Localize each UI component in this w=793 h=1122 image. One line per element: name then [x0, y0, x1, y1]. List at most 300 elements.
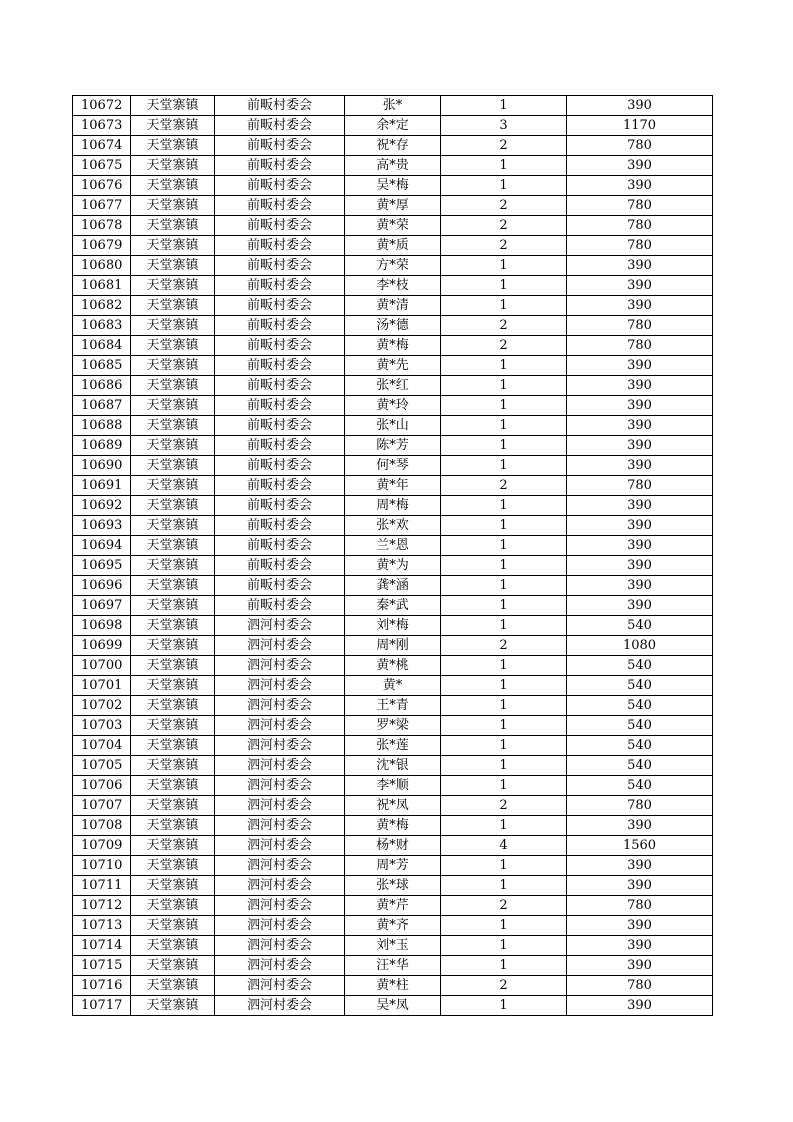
name-cell: 周*芳	[345, 856, 441, 876]
town-cell: 天堂寨镇	[131, 996, 215, 1016]
serial-number-cell: 10686	[73, 376, 131, 396]
table-row	[73, 656, 713, 676]
village-cell: 前畈村委会	[215, 536, 345, 556]
name-cell: 张*山	[345, 416, 441, 436]
people-count-cell: 1	[441, 876, 567, 896]
people-count-cell: 1	[441, 256, 567, 276]
table-row	[73, 296, 713, 316]
amount-cell: 390	[567, 356, 713, 376]
village-cell: 前畈村委会	[215, 276, 345, 296]
amount-cell: 390	[567, 436, 713, 456]
village-cell: 前畈村委会	[215, 216, 345, 236]
amount-cell: 1170	[567, 116, 713, 136]
name-cell: 汪*华	[345, 956, 441, 976]
name-cell: 黄*荣	[345, 216, 441, 236]
table-row	[73, 516, 713, 536]
serial-number-cell: 10693	[73, 516, 131, 536]
people-count-cell: 2	[441, 476, 567, 496]
village-cell: 前畈村委会	[215, 296, 345, 316]
name-cell: 秦*武	[345, 596, 441, 616]
name-cell: 张*球	[345, 876, 441, 896]
amount-cell: 780	[567, 316, 713, 336]
table-row	[73, 876, 713, 896]
serial-number-cell: 10712	[73, 896, 131, 916]
town-cell: 天堂寨镇	[131, 976, 215, 996]
table-row	[73, 416, 713, 436]
serial-number-cell: 10703	[73, 716, 131, 736]
table-row	[73, 736, 713, 756]
town-cell: 天堂寨镇	[131, 356, 215, 376]
amount-cell: 540	[567, 776, 713, 796]
town-cell: 天堂寨镇	[131, 696, 215, 716]
serial-number-cell: 10692	[73, 496, 131, 516]
serial-number-cell: 10683	[73, 316, 131, 336]
amount-cell: 390	[567, 256, 713, 276]
amount-cell: 780	[567, 216, 713, 236]
people-count-cell: 2	[441, 336, 567, 356]
serial-number-cell: 10677	[73, 196, 131, 216]
name-cell: 龚*涵	[345, 576, 441, 596]
subsidy-table	[72, 95, 713, 1016]
town-cell: 天堂寨镇	[131, 556, 215, 576]
amount-cell: 1560	[567, 836, 713, 856]
name-cell: 黄*质	[345, 236, 441, 256]
town-cell: 天堂寨镇	[131, 636, 215, 656]
name-cell: 黄*厚	[345, 196, 441, 216]
serial-number-cell: 10679	[73, 236, 131, 256]
people-count-cell: 1	[441, 536, 567, 556]
village-cell: 泗河村委会	[215, 616, 345, 636]
name-cell: 黄*清	[345, 296, 441, 316]
amount-cell: 390	[567, 416, 713, 436]
table-row	[73, 256, 713, 276]
serial-number-cell: 10707	[73, 796, 131, 816]
town-cell: 天堂寨镇	[131, 856, 215, 876]
people-count-cell: 1	[441, 956, 567, 976]
amount-cell: 780	[567, 796, 713, 816]
town-cell: 天堂寨镇	[131, 296, 215, 316]
town-cell: 天堂寨镇	[131, 536, 215, 556]
serial-number-cell: 10705	[73, 756, 131, 776]
name-cell: 高*贵	[345, 156, 441, 176]
name-cell: 罗*梁	[345, 716, 441, 736]
name-cell: 黄*	[345, 676, 441, 696]
town-cell: 天堂寨镇	[131, 316, 215, 336]
amount-cell: 390	[567, 536, 713, 556]
name-cell: 周*刚	[345, 636, 441, 656]
amount-cell: 390	[567, 456, 713, 476]
town-cell: 天堂寨镇	[131, 176, 215, 196]
village-cell: 泗河村委会	[215, 796, 345, 816]
table-row	[73, 356, 713, 376]
table-row	[73, 376, 713, 396]
people-count-cell: 1	[441, 356, 567, 376]
amount-cell: 780	[567, 896, 713, 916]
amount-cell: 780	[567, 136, 713, 156]
town-cell: 天堂寨镇	[131, 716, 215, 736]
serial-number-cell: 10698	[73, 616, 131, 636]
amount-cell: 540	[567, 616, 713, 636]
table-row	[73, 116, 713, 136]
village-cell: 前畈村委会	[215, 496, 345, 516]
amount-cell: 390	[567, 396, 713, 416]
village-cell: 前畈村委会	[215, 96, 345, 116]
serial-number-cell: 10678	[73, 216, 131, 236]
town-cell: 天堂寨镇	[131, 876, 215, 896]
name-cell: 张*欢	[345, 516, 441, 536]
name-cell: 黄*先	[345, 356, 441, 376]
village-cell: 泗河村委会	[215, 716, 345, 736]
town-cell: 天堂寨镇	[131, 396, 215, 416]
table-row	[73, 916, 713, 936]
village-cell: 泗河村委会	[215, 936, 345, 956]
people-count-cell: 1	[441, 616, 567, 636]
serial-number-cell: 10684	[73, 336, 131, 356]
town-cell: 天堂寨镇	[131, 656, 215, 676]
people-count-cell: 1	[441, 496, 567, 516]
amount-cell: 1080	[567, 636, 713, 656]
village-cell: 前畈村委会	[215, 236, 345, 256]
town-cell: 天堂寨镇	[131, 616, 215, 636]
name-cell: 何*琴	[345, 456, 441, 476]
people-count-cell: 2	[441, 136, 567, 156]
serial-number-cell: 10715	[73, 956, 131, 976]
name-cell: 张*	[345, 96, 441, 116]
table-row	[73, 836, 713, 856]
town-cell: 天堂寨镇	[131, 96, 215, 116]
people-count-cell: 1	[441, 436, 567, 456]
serial-number-cell: 10706	[73, 776, 131, 796]
name-cell: 杨*财	[345, 836, 441, 856]
village-cell: 泗河村委会	[215, 656, 345, 676]
name-cell: 吴*凤	[345, 996, 441, 1016]
town-cell: 天堂寨镇	[131, 276, 215, 296]
table-row	[73, 816, 713, 836]
table-row	[73, 756, 713, 776]
people-count-cell: 4	[441, 836, 567, 856]
people-count-cell: 1	[441, 856, 567, 876]
village-cell: 泗河村委会	[215, 756, 345, 776]
town-cell: 天堂寨镇	[131, 376, 215, 396]
table-row	[73, 716, 713, 736]
town-cell: 天堂寨镇	[131, 776, 215, 796]
village-cell: 泗河村委会	[215, 876, 345, 896]
amount-cell: 390	[567, 876, 713, 896]
village-cell: 泗河村委会	[215, 736, 345, 756]
amount-cell: 540	[567, 736, 713, 756]
people-count-cell: 1	[441, 296, 567, 316]
name-cell: 黄*梅	[345, 336, 441, 356]
name-cell: 李*枝	[345, 276, 441, 296]
town-cell: 天堂寨镇	[131, 256, 215, 276]
amount-cell: 390	[567, 936, 713, 956]
people-count-cell: 1	[441, 696, 567, 716]
serial-number-cell: 10704	[73, 736, 131, 756]
table-row	[73, 676, 713, 696]
name-cell: 李*顺	[345, 776, 441, 796]
serial-number-cell: 10694	[73, 536, 131, 556]
village-cell: 前畈村委会	[215, 196, 345, 216]
serial-number-cell: 10681	[73, 276, 131, 296]
people-count-cell: 1	[441, 456, 567, 476]
serial-number-cell: 10717	[73, 996, 131, 1016]
table-row	[73, 896, 713, 916]
amount-cell: 540	[567, 656, 713, 676]
people-count-cell: 3	[441, 116, 567, 136]
people-count-cell: 1	[441, 756, 567, 776]
people-count-cell: 2	[441, 976, 567, 996]
people-count-cell: 1	[441, 596, 567, 616]
name-cell: 祝*存	[345, 136, 441, 156]
village-cell: 前畈村委会	[215, 116, 345, 136]
name-cell: 张*红	[345, 376, 441, 396]
table-row	[73, 596, 713, 616]
table-row	[73, 616, 713, 636]
amount-cell: 390	[567, 296, 713, 316]
table-row	[73, 396, 713, 416]
people-count-cell: 1	[441, 556, 567, 576]
table-row	[73, 336, 713, 356]
serial-number-cell: 10708	[73, 816, 131, 836]
people-count-cell: 1	[441, 916, 567, 936]
amount-cell: 540	[567, 696, 713, 716]
name-cell: 黄*柱	[345, 976, 441, 996]
village-cell: 前畈村委会	[215, 176, 345, 196]
amount-cell: 390	[567, 856, 713, 876]
village-cell: 前畈村委会	[215, 476, 345, 496]
table-row	[73, 536, 713, 556]
town-cell: 天堂寨镇	[131, 756, 215, 776]
people-count-cell: 2	[441, 216, 567, 236]
village-cell: 泗河村委会	[215, 976, 345, 996]
people-count-cell: 1	[441, 936, 567, 956]
people-count-cell: 2	[441, 236, 567, 256]
amount-cell: 540	[567, 756, 713, 776]
table-row	[73, 236, 713, 256]
town-cell: 天堂寨镇	[131, 736, 215, 756]
village-cell: 前畈村委会	[215, 376, 345, 396]
village-cell: 泗河村委会	[215, 676, 345, 696]
town-cell: 天堂寨镇	[131, 936, 215, 956]
amount-cell: 390	[567, 96, 713, 116]
table-row	[73, 576, 713, 596]
name-cell: 兰*恩	[345, 536, 441, 556]
village-cell: 前畈村委会	[215, 436, 345, 456]
serial-number-cell: 10687	[73, 396, 131, 416]
table-row	[73, 696, 713, 716]
village-cell: 前畈村委会	[215, 416, 345, 436]
table-row	[73, 776, 713, 796]
serial-number-cell: 10672	[73, 96, 131, 116]
serial-number-cell: 10676	[73, 176, 131, 196]
table-row	[73, 976, 713, 996]
serial-number-cell: 10682	[73, 296, 131, 316]
amount-cell: 780	[567, 196, 713, 216]
town-cell: 天堂寨镇	[131, 476, 215, 496]
table-row	[73, 96, 713, 116]
amount-cell: 390	[567, 176, 713, 196]
amount-cell: 780	[567, 236, 713, 256]
table-row	[73, 276, 713, 296]
people-count-cell: 2	[441, 896, 567, 916]
table-row	[73, 316, 713, 336]
village-cell: 泗河村委会	[215, 916, 345, 936]
amount-cell: 390	[567, 496, 713, 516]
serial-number-cell: 10675	[73, 156, 131, 176]
amount-cell: 390	[567, 376, 713, 396]
people-count-cell: 1	[441, 656, 567, 676]
village-cell: 前畈村委会	[215, 396, 345, 416]
table-row	[73, 796, 713, 816]
town-cell: 天堂寨镇	[131, 836, 215, 856]
town-cell: 天堂寨镇	[131, 436, 215, 456]
serial-number-cell: 10688	[73, 416, 131, 436]
amount-cell: 390	[567, 576, 713, 596]
table-row	[73, 496, 713, 516]
town-cell: 天堂寨镇	[131, 416, 215, 436]
serial-number-cell: 10696	[73, 576, 131, 596]
village-cell: 前畈村委会	[215, 136, 345, 156]
serial-number-cell: 10713	[73, 916, 131, 936]
serial-number-cell: 10680	[73, 256, 131, 276]
name-cell: 张*莲	[345, 736, 441, 756]
table-row	[73, 216, 713, 236]
name-cell: 刘*梅	[345, 616, 441, 636]
table-row	[73, 196, 713, 216]
village-cell: 泗河村委会	[215, 776, 345, 796]
people-count-cell: 1	[441, 716, 567, 736]
town-cell: 天堂寨镇	[131, 516, 215, 536]
serial-number-cell: 10690	[73, 456, 131, 476]
serial-number-cell: 10673	[73, 116, 131, 136]
name-cell: 汤*德	[345, 316, 441, 336]
town-cell: 天堂寨镇	[131, 676, 215, 696]
people-count-cell: 1	[441, 676, 567, 696]
amount-cell: 390	[567, 156, 713, 176]
serial-number-cell: 10685	[73, 356, 131, 376]
village-cell: 泗河村委会	[215, 996, 345, 1016]
table-row	[73, 556, 713, 576]
serial-number-cell: 10695	[73, 556, 131, 576]
people-count-cell: 1	[441, 176, 567, 196]
village-cell: 前畈村委会	[215, 336, 345, 356]
people-count-cell: 2	[441, 636, 567, 656]
people-count-cell: 1	[441, 96, 567, 116]
village-cell: 前畈村委会	[215, 556, 345, 576]
table-row	[73, 996, 713, 1016]
town-cell: 天堂寨镇	[131, 116, 215, 136]
table-body	[73, 96, 713, 1016]
people-count-cell: 2	[441, 196, 567, 216]
name-cell: 余*定	[345, 116, 441, 136]
amount-cell: 390	[567, 596, 713, 616]
village-cell: 前畈村委会	[215, 456, 345, 476]
name-cell: 方*荣	[345, 256, 441, 276]
people-count-cell: 2	[441, 316, 567, 336]
table-row	[73, 856, 713, 876]
name-cell: 黄*年	[345, 476, 441, 496]
name-cell: 沈*银	[345, 756, 441, 776]
amount-cell: 780	[567, 336, 713, 356]
serial-number-cell: 10701	[73, 676, 131, 696]
serial-number-cell: 10697	[73, 596, 131, 616]
serial-number-cell: 10674	[73, 136, 131, 156]
people-count-cell: 1	[441, 276, 567, 296]
name-cell: 王*青	[345, 696, 441, 716]
table-row	[73, 136, 713, 156]
town-cell: 天堂寨镇	[131, 596, 215, 616]
people-count-cell: 1	[441, 736, 567, 756]
town-cell: 天堂寨镇	[131, 196, 215, 216]
people-count-cell: 1	[441, 376, 567, 396]
people-count-cell: 1	[441, 396, 567, 416]
serial-number-cell: 10700	[73, 656, 131, 676]
village-cell: 前畈村委会	[215, 516, 345, 536]
town-cell: 天堂寨镇	[131, 796, 215, 816]
town-cell: 天堂寨镇	[131, 216, 215, 236]
serial-number-cell: 10716	[73, 976, 131, 996]
serial-number-cell: 10711	[73, 876, 131, 896]
town-cell: 天堂寨镇	[131, 896, 215, 916]
amount-cell: 390	[567, 516, 713, 536]
serial-number-cell: 10699	[73, 636, 131, 656]
people-count-cell: 1	[441, 996, 567, 1016]
village-cell: 泗河村委会	[215, 816, 345, 836]
village-cell: 泗河村委会	[215, 956, 345, 976]
village-cell: 前畈村委会	[215, 256, 345, 276]
town-cell: 天堂寨镇	[131, 156, 215, 176]
table-row	[73, 956, 713, 976]
town-cell: 天堂寨镇	[131, 336, 215, 356]
table-row	[73, 436, 713, 456]
village-cell: 前畈村委会	[215, 576, 345, 596]
people-count-cell: 1	[441, 576, 567, 596]
amount-cell: 390	[567, 276, 713, 296]
name-cell: 黄*玲	[345, 396, 441, 416]
town-cell: 天堂寨镇	[131, 136, 215, 156]
table-row	[73, 936, 713, 956]
town-cell: 天堂寨镇	[131, 956, 215, 976]
people-count-cell: 1	[441, 516, 567, 536]
name-cell: 陈*芳	[345, 436, 441, 456]
town-cell: 天堂寨镇	[131, 236, 215, 256]
village-cell: 泗河村委会	[215, 636, 345, 656]
people-count-cell: 1	[441, 416, 567, 436]
name-cell: 周*梅	[345, 496, 441, 516]
amount-cell: 390	[567, 556, 713, 576]
village-cell: 泗河村委会	[215, 896, 345, 916]
name-cell: 黄*桃	[345, 656, 441, 676]
name-cell: 黄*梅	[345, 816, 441, 836]
amount-cell: 390	[567, 996, 713, 1016]
village-cell: 前畈村委会	[215, 596, 345, 616]
town-cell: 天堂寨镇	[131, 576, 215, 596]
table-row	[73, 176, 713, 196]
town-cell: 天堂寨镇	[131, 496, 215, 516]
town-cell: 天堂寨镇	[131, 816, 215, 836]
town-cell: 天堂寨镇	[131, 916, 215, 936]
table-row	[73, 476, 713, 496]
name-cell: 黄*芹	[345, 896, 441, 916]
name-cell: 黄*为	[345, 556, 441, 576]
village-cell: 前畈村委会	[215, 316, 345, 336]
name-cell: 吴*梅	[345, 176, 441, 196]
amount-cell: 390	[567, 816, 713, 836]
village-cell: 前畈村委会	[215, 356, 345, 376]
amount-cell: 390	[567, 956, 713, 976]
name-cell: 黄*齐	[345, 916, 441, 936]
people-count-cell: 1	[441, 776, 567, 796]
